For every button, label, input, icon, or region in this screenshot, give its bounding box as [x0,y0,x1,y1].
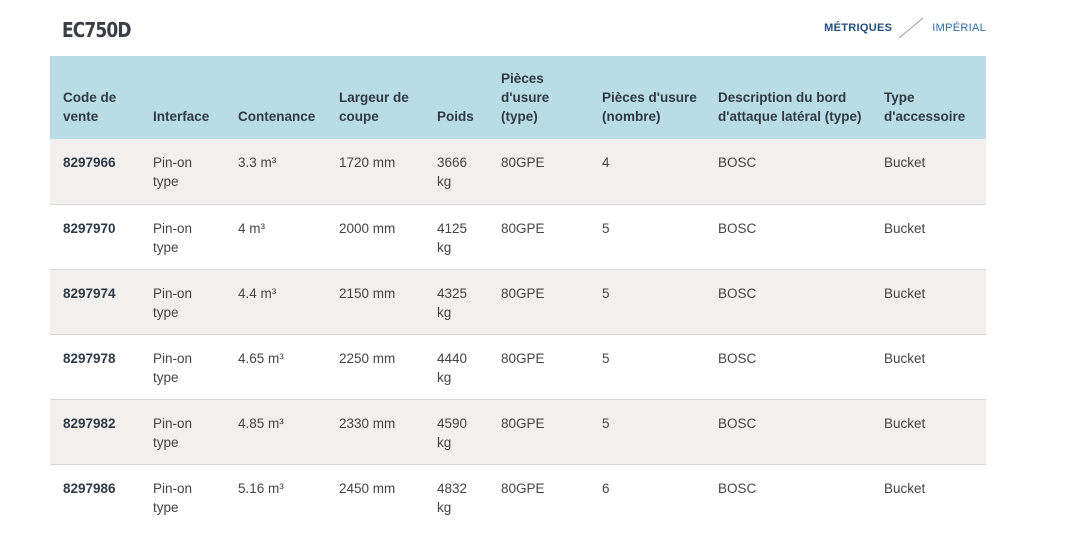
cell-interface: Pin-on type [140,334,225,399]
cell-wear-parts-type: 80GPE [488,399,589,464]
cell-interface: Pin-on type [140,464,225,529]
cell-attachment-type: Bucket [871,204,986,269]
cell-wear-parts-count: 5 [589,399,705,464]
cell-capacity: 4.4 m³ [225,269,326,334]
cell-attachment-type: Bucket [871,139,986,204]
table-row [50,399,986,464]
cell-cutting-width: 2150 mm [326,269,424,334]
cell-wear-parts-count: 6 [589,464,705,529]
cell-wear-parts-type: 80GPE [488,204,589,269]
cell-attachment-type: Bucket [871,399,986,464]
column-header-code: Code de vente [50,56,140,139]
cell-code: 8297970 [50,204,140,269]
cell-side-edge-description: BOSC [705,334,871,399]
cell-code: 8297986 [50,464,140,529]
page-title: EC750D [62,18,131,42]
cell-wear-parts-count: 5 [589,269,705,334]
cell-side-edge-description: BOSC [705,269,871,334]
metric-units-link[interactable]: MÉTRIQUES [824,22,893,34]
table-header [50,56,986,139]
cell-wear-parts-count: 4 [589,139,705,204]
cell-wear-parts-type: 80GPE [488,269,589,334]
cell-cutting-width: 2250 mm [326,334,424,399]
cell-wear-parts-count: 5 [589,334,705,399]
cell-code: 8297982 [50,399,140,464]
header-row [50,56,986,139]
cell-cutting-width: 2330 mm [326,399,424,464]
column-header-capacity: Contenance [225,56,326,139]
cell-capacity: 4 m³ [225,204,326,269]
table-row [50,464,986,529]
cell-wear-parts-count: 5 [589,204,705,269]
cell-weight: 4832 kg [424,464,488,529]
table-row [50,139,986,204]
cell-cutting-width: 2450 mm [326,464,424,529]
cell-weight: 4440 kg [424,334,488,399]
cell-interface: Pin-on type [140,269,225,334]
imperial-units-link[interactable]: IMPÉRIAL [932,22,986,34]
cell-attachment-type: Bucket [871,334,986,399]
cell-interface: Pin-on type [140,139,225,204]
cell-capacity: 4.85 m³ [225,399,326,464]
cell-interface: Pin-on type [140,399,225,464]
column-header-cutting-width: Largeur de coupe [326,56,424,139]
cell-weight: 3666 kg [424,139,488,204]
cell-cutting-width: 2000 mm [326,204,424,269]
cell-code: 8297966 [50,139,140,204]
cell-code: 8297978 [50,334,140,399]
cell-capacity: 3.3 m³ [225,139,326,204]
cell-capacity: 5.16 m³ [225,464,326,529]
cell-attachment-type: Bucket [871,269,986,334]
cell-cutting-width: 1720 mm [326,139,424,204]
cell-weight: 4125 kg [424,204,488,269]
cell-capacity: 4.65 m³ [225,334,326,399]
cell-side-edge-description: BOSC [705,399,871,464]
cell-weight: 4590 kg [424,399,488,464]
cell-side-edge-description: BOSC [705,139,871,204]
cell-side-edge-description: BOSC [705,464,871,529]
table-row [50,204,986,269]
table-body [50,139,986,529]
table-row [50,269,986,334]
slash-divider-icon [897,17,927,39]
cell-attachment-type: Bucket [871,464,986,529]
cell-wear-parts-type: 80GPE [488,334,589,399]
cell-wear-parts-type: 80GPE [488,139,589,204]
cell-wear-parts-type: 80GPE [488,464,589,529]
table-row [50,334,986,399]
column-header-interface: Interface [140,56,225,139]
column-header-attachment-type: Type d'accessoire [871,56,986,139]
cell-side-edge-description: BOSC [705,204,871,269]
column-header-weight: Poids [424,56,488,139]
specifications-table [50,56,986,529]
cell-interface: Pin-on type [140,204,225,269]
column-header-side-edge-description: Description du bord d'attaque latéral (type) [705,56,871,139]
cell-weight: 4325 kg [424,269,488,334]
cell-code: 8297974 [50,269,140,334]
column-header-wear-parts-type: Pièces d'usure (type) [488,56,589,139]
column-header-wear-parts-count: Pièces d'usure (nombre) [589,56,705,139]
unit-toggle [824,17,986,39]
